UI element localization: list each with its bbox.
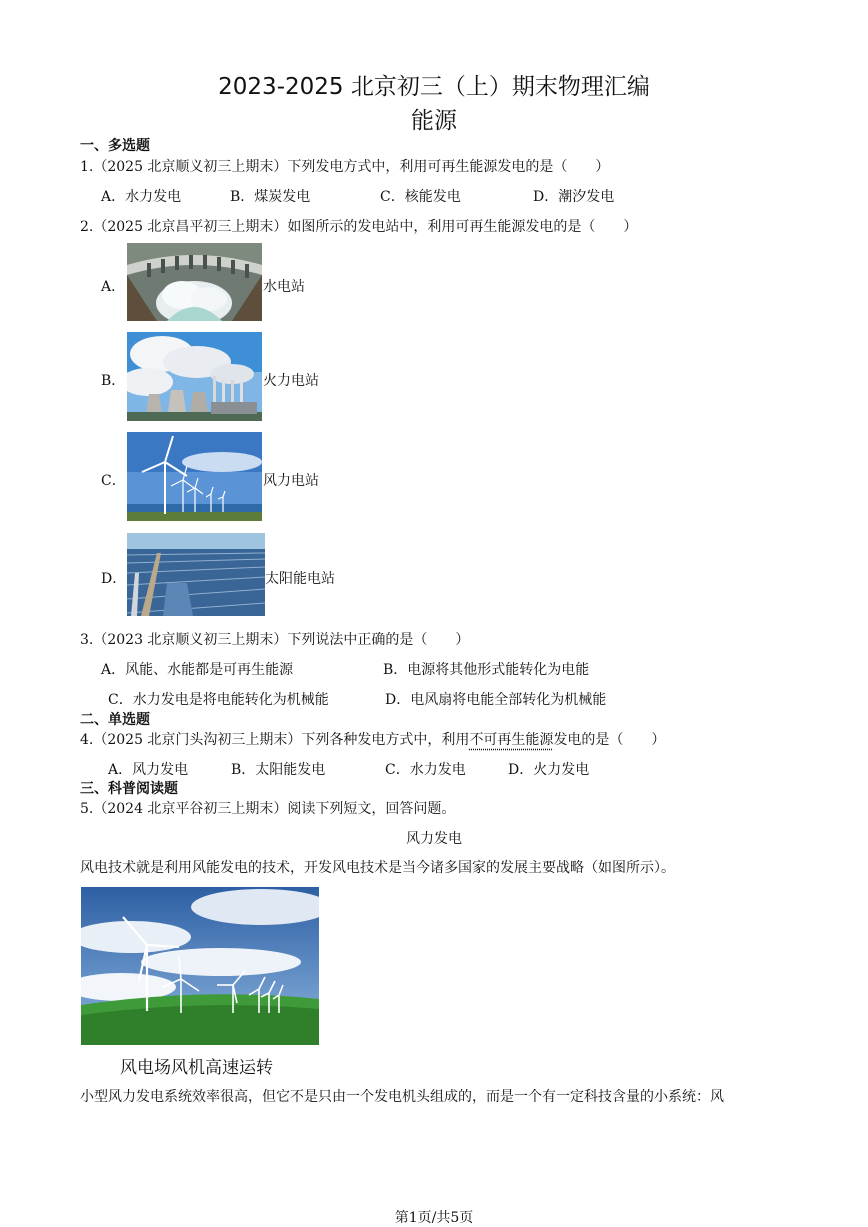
hydro-station-image [127,243,262,321]
solar-station-image [127,533,265,616]
question-4-stem-emphasis: 不可再生能源 [469,732,554,748]
question-4-stem-post: 发电的是（ ） [553,732,666,748]
article-paragraph-2: 小型风力发电系统效率很高，但它不是只由一个发电机头组成的，而是一个有一定科技含量的小系统：风 [80,1089,724,1105]
question-4-stem-pre: 4.（2025 北京门头沟初三上期末）下列各种发电方式中，利用 [80,732,470,748]
question-3-option-d: D．电风扇将电能全部转化为机械能 [385,692,607,708]
question-4-option-d: D．火力发电 [508,762,590,778]
question-4-stem [80,729,665,749]
question-2-option-d-letter: D． [101,571,127,587]
question-2-option-d-label: 太阳能电站 [265,571,335,587]
section-heading-reading: 三、科普阅读题 [80,781,178,797]
question-1-option-c: C．核能发电 [380,189,461,205]
question-1-option-a: A．水力发电 [101,189,182,205]
question-3-stem: 3.（2023 北京顺义初三上期末）下列说法中正确的是（ ） [80,632,470,648]
question-5-stem: 5.（2024 北京平谷初三上期末）阅读下列短文，回答问题。 [80,801,456,817]
question-2-option-c-label: 风力电站 [263,473,319,489]
question-2-option-a-label: 水电站 [263,279,305,295]
page-footer: 第1页/共5页 [394,1210,474,1226]
question-2-option-b-letter: B． [101,373,126,389]
question-2-option-a-letter: A． [101,279,126,295]
question-4-option-b: B．太阳能发电 [231,762,326,778]
question-3-option-a: A．风能、水能都是可再生能源 [101,662,294,678]
question-3-option-c: C．水力发电是将电能转化为机械能 [108,692,329,708]
question-4-option-a: A．风力发电 [108,762,189,778]
question-1-option-d: D．潮汐发电 [533,189,615,205]
section-heading-single: 二、单选题 [80,712,150,728]
wind-station-image [127,432,262,521]
question-4-option-c: C．水力发电 [385,762,466,778]
article-title: 风力发电 [406,831,462,847]
section-heading-multi: 一、多选题 [80,138,150,154]
question-1-stem: 1.（2025 北京顺义初三上期末）下列发电方式中，利用可再生能源发电的是（ ） [80,159,610,175]
image-caption: 风电场风机高速运转 [120,1058,273,1078]
thermal-station-image [127,332,262,421]
question-2-option-b-label: 火力电站 [263,373,319,389]
question-2-option-c-letter: C． [101,473,126,489]
page-title: 2023-2025 北京初三（上）期末物理汇编 [218,74,650,100]
question-1-option-b: B．煤炭发电 [230,189,311,205]
question-3-option-b: B．电源将其他形式能转化为电能 [383,662,590,678]
page-subtitle: 能源 [411,108,457,134]
wind-farm-image [81,887,319,1045]
question-2-stem: 2.（2025 北京昌平初三上期末）如图所示的发电站中，利用可再生能源发电的是（ ） [80,219,638,235]
article-paragraph-1: 风电技术就是利用风能发电的技术，开发风电技术是当今诸多国家的发展主要战略（如图所示）。 [80,860,675,876]
